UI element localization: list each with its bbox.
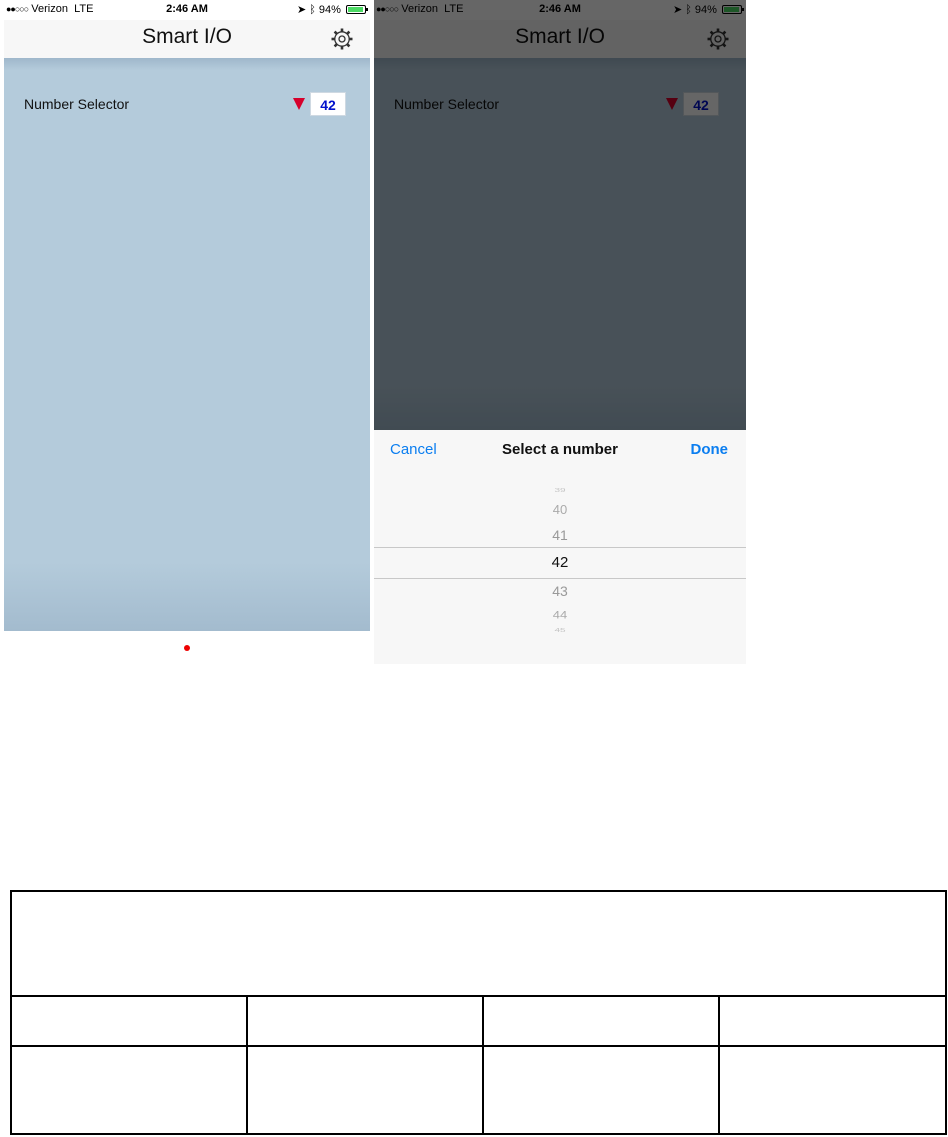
number-picker [374, 430, 746, 664]
table-cell [247, 1046, 483, 1134]
picker-selected-option[interactable]: 42 [551, 554, 569, 571]
triangle-down-icon[interactable] [293, 98, 305, 110]
selection-indicator-bottom [374, 578, 746, 579]
status-bar [4, 0, 370, 20]
network-label: LTE [74, 3, 94, 15]
battery-percent: 94% [318, 4, 341, 16]
done-button[interactable]: Done [690, 441, 728, 458]
table-cell [11, 1046, 247, 1134]
picker-option[interactable]: 44 [552, 608, 568, 621]
carrier-label: Verizon [31, 3, 68, 15]
table-header-cell [11, 891, 946, 996]
table-cell [11, 996, 247, 1046]
page-title: Smart I/O [142, 25, 232, 48]
battery-icon [346, 5, 366, 14]
modal-overlay[interactable] [374, 0, 746, 430]
table-cell [247, 996, 483, 1046]
picker-option[interactable]: 40 [552, 502, 568, 517]
phone-screen-main [4, 0, 370, 631]
phone-screen-picker [374, 0, 746, 664]
cancel-button[interactable]: Cancel [390, 441, 437, 458]
bluetooth-icon: ᛒ [309, 4, 316, 16]
selection-indicator-top [374, 547, 746, 548]
table-cell [483, 996, 719, 1046]
number-selector-label: Number Selector [24, 96, 130, 112]
clock: 2:46 AM [166, 3, 208, 15]
picker-option[interactable]: 41 [552, 527, 568, 543]
picker-option[interactable]: 39 [554, 487, 566, 494]
main-content [4, 58, 370, 631]
nav-bar [4, 20, 370, 59]
picker-title: Select a number [502, 441, 618, 458]
signal-dots-icon: ●●○○○ [6, 4, 29, 14]
number-value-box[interactable]: 42 [310, 92, 346, 116]
table-cell [483, 1046, 719, 1134]
picker-option[interactable]: 43 [552, 583, 568, 599]
picker-option[interactable]: 45 [554, 627, 566, 634]
gear-icon[interactable] [330, 27, 354, 51]
empty-table [10, 890, 947, 1135]
table-cell [719, 1046, 946, 1134]
location-icon: ➤ [296, 4, 307, 16]
table-cell [719, 996, 946, 1046]
page-indicator-dot [184, 645, 190, 651]
